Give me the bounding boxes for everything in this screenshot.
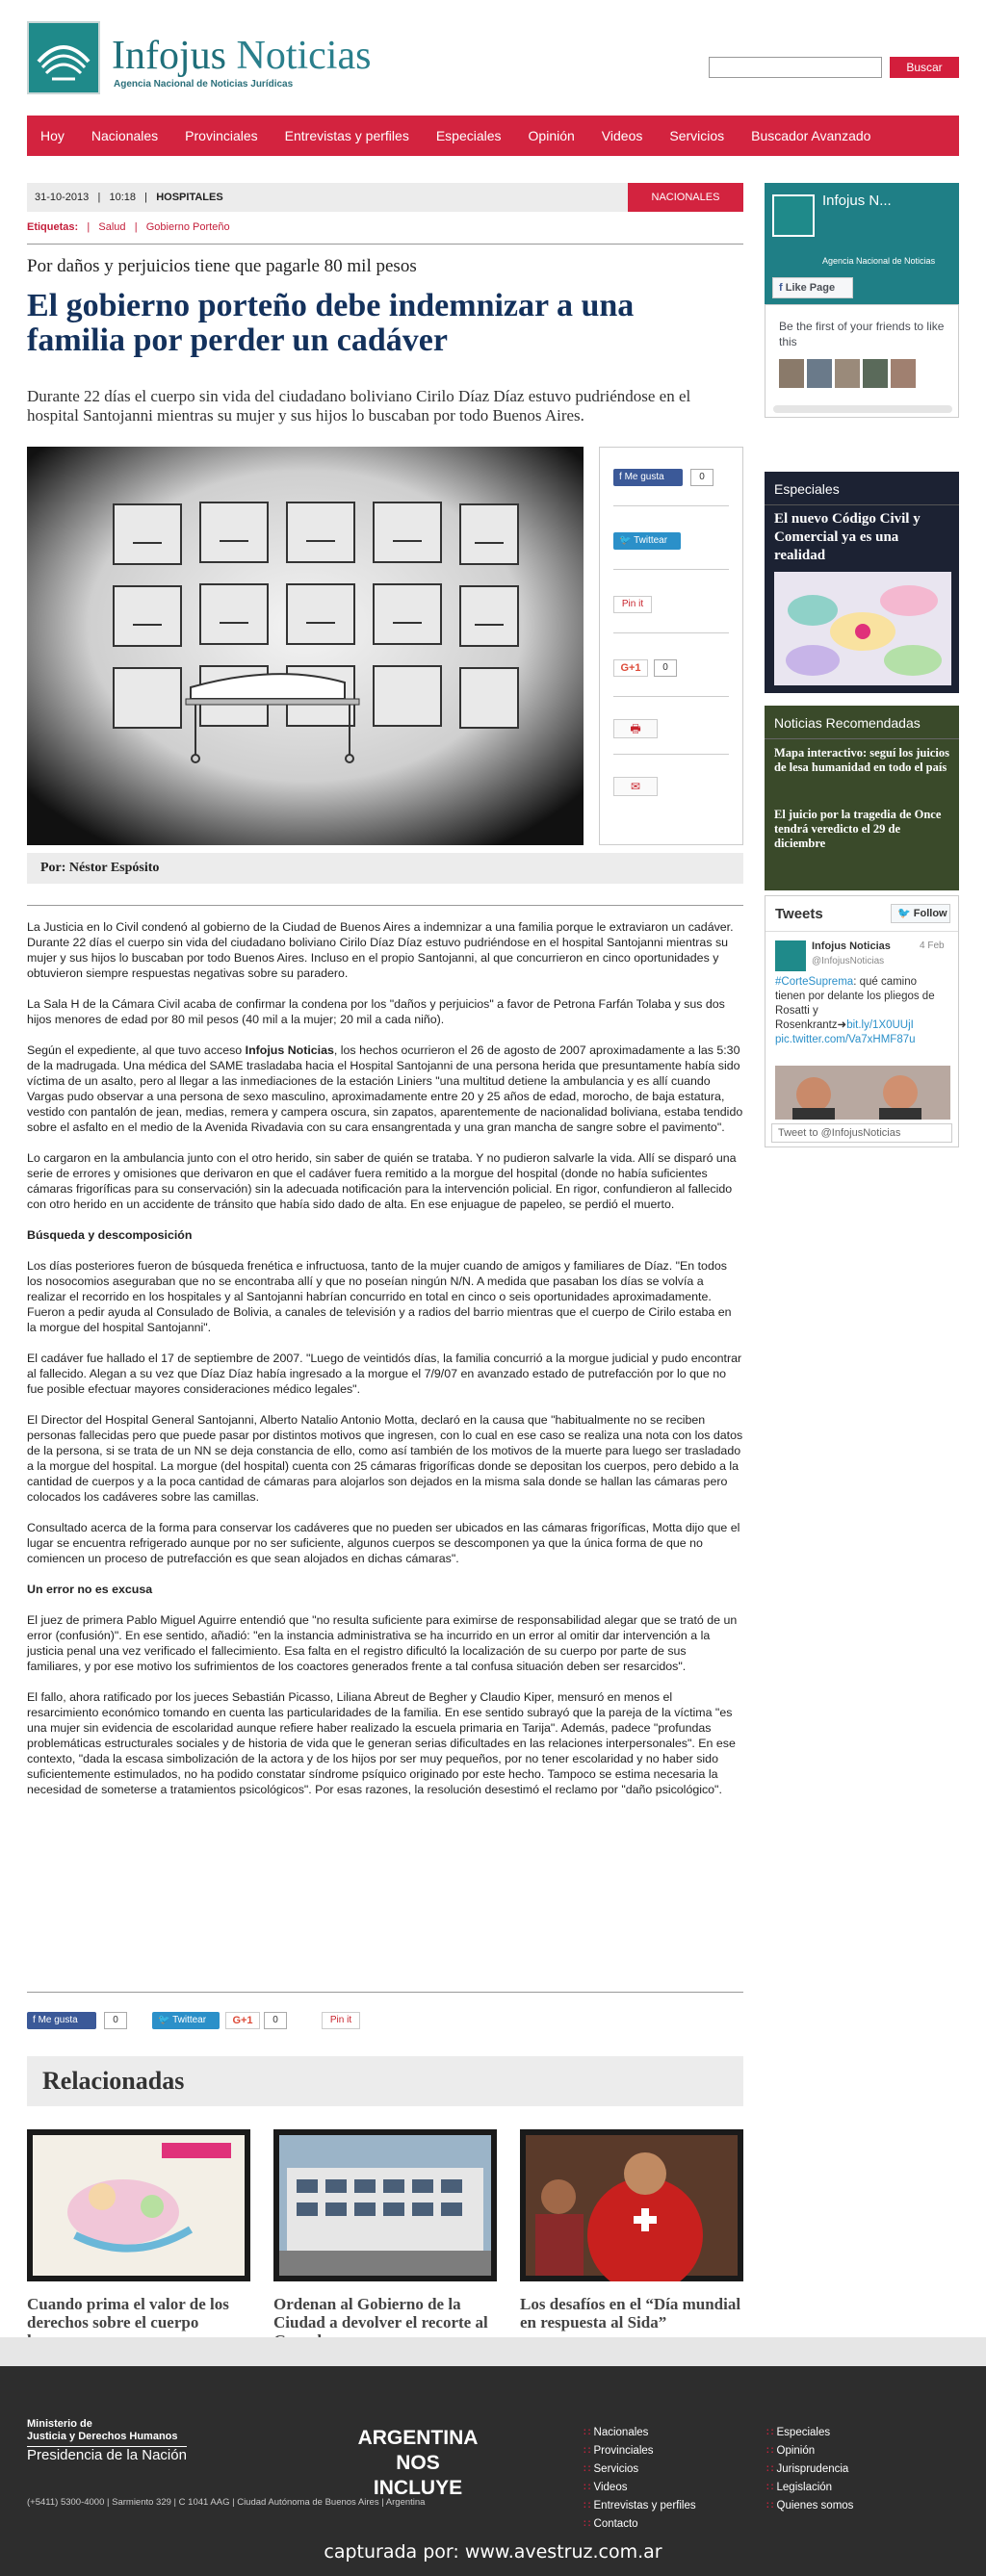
footer-links-col1 [584,2424,696,2534]
tweet-hashtag[interactable]: #CorteSuprema [775,976,854,988]
body-paragraph: El fallo, ahora ratificado por los jueces Sebastián Picasso, Liliana Abreut de Begher y Claudio Kiper, mensuró en menos el resarcimiento económico tomando en cuenta las particularidades de la familia. En ese sentido subrayó que la pareja de la víctima "es una mujer sin evidencia de escolaridad aunque refiere haber realizado la escuela primaria en Tarija". Además, padece "profundas problemáticas estructurales sociales y de historia de vida que le generan serias dificultades en las relaciones interpersonales". En ese contexto, "dada la escasa simbolización de la actora y de los hijos por ser muy pequeños, por no tener escolaridad y no haber sido suficientemente estimulados, no ha podido constatar síndrome psíquico originado por este hecho. Tampoco se estima necesaria la necesidad de someterse a tratamientos psicológicos". Por esas razones, la resolución desestimó el reclamo por "daño psicológico". [27,1690,736,1796]
footer-link[interactable] [766,2424,853,2442]
divider [765,738,959,739]
divider [613,632,729,633]
email-button[interactable] [613,777,658,796]
article-byline: Por: Néstor Espósito [27,853,743,884]
article-section: HOSPITALES [156,192,223,203]
divider [27,1992,743,1993]
footer-link[interactable] [766,2442,853,2460]
twitter-share-row [613,532,729,555]
recommended-label: Noticias Recomendadas [774,715,921,731]
avatar[interactable] [891,359,916,388]
body-bold: Infojus Noticias [245,1043,334,1057]
footer-link[interactable] [584,2424,696,2442]
search-button[interactable]: Buscar [890,57,959,78]
googleplus-button[interactable]: G+1 [613,659,648,677]
divider [613,754,729,755]
nav-item-provinciales[interactable]: Provinciales [185,128,258,143]
divider [613,505,729,506]
tweet-text [775,975,948,1047]
googleplus-count: 0 [654,659,677,677]
googleplus-count: 0 [264,2012,287,2029]
tweet-avatar[interactable] [775,940,806,971]
body-paragraph: El juez de primera Pablo Miguel Aguirre entendió que "no resulta suficiente para eximirse de responsabilidad alegar que se trató de un error (confusión)". En ese sentido, añadió: "en la instancia administrativa se ha incurrido en un error al omitir dar intervención a la justicia penal una vez verificado el fallecimiento. Esa falta en el registro dificultó la localización de su cuerpo por parte de sus familiares, y por ese motivo los sufrimientos de los coactores generados frente a tal confusa situación deben ser resarcidos". [27,1613,738,1673]
bullet-icon: ∷ [766,2427,777,2438]
article-lead: Durante 22 días el cuerpo sin vida del ciudadano boliviano Cirilo Díaz Díaz estuvo pudriéndose en el hospital Santojanni mientras su mujer y sus hijos lo buscaban por todo Buenos Aires. [27,387,691,425]
facebook-share-row [613,469,729,492]
tweet-to-input[interactable]: Tweet to @InfojusNoticias [771,1123,952,1143]
article-meta: 31-10-2013 | 10:18 | HOSPITALES [27,183,743,212]
especiales-image[interactable] [774,572,951,685]
tweets-label: Tweets [775,906,823,922]
nav-item-buscador-avanzado[interactable]: Buscador Avanzado [751,128,871,143]
footer-link[interactable] [766,2479,853,2497]
search-input[interactable] [709,57,882,78]
related-title[interactable]: Ordenan al Gobierno de la Ciudad a devolver el recorte al [273,2295,488,2331]
pinterest-share-row [613,596,729,619]
footer-address: (+5411) 5300-4000 | Sarmiento 329 | C 1041 AAG | Ciudad Autónoma de Buenos Aires | Argentina [27,2497,426,2508]
tweet-image[interactable] [775,1066,950,1120]
footer-link-label: Quienes somos [776,2500,854,2512]
footer-link-label: Entrevistas y perfiles [593,2500,696,2512]
body-paragraph: Consultado acerca de la forma para conservar los cadáveres que no pueden ser ubicados en las cámaras frigoríficas, Motta dijo que el lugar se encuentra refrigerado aunque por no ser suficiente, algunos cuerpos se descomponen ya que la única forma de que no comiencen un proceso de putrefacción es que sean alojados en dichas cámaras". [27,1521,740,1565]
site-header [0,0,986,116]
tweet-link[interactable]: pic.twitter.com/Va7xHMF87u [775,1034,916,1045]
article-kicker: Por daños y perjuicios tiene que pagarle 80 mil pesos [27,256,417,276]
footer-link[interactable] [584,2442,696,2460]
tag-salud[interactable]: Salud [98,221,126,233]
footer-link-label: Provinciales [593,2445,654,2457]
footer-link[interactable] [584,2497,696,2515]
body-paragraph: Los días posteriores fueron de búsqueda frenética e infructuosa, tanto de la mujer cuando de amigos y familiares de Díaz. "En todos los nosocomios aseguraban que no se encontraba allí y que no poseían ningún N/N. A medida que pasaban los días se volvía a realizar el recorrido en los hospitales y al Santojanni habrían concurrido en total en cinco o seis oportunidades aproximadamente. Fueron a pedir ayuda al Consulado de Bolivia, a canales de televisión y a radios del barrio mientras que el cuerpo de Cirilo estaba en la morgue del hospital Santojanni". [27,1259,732,1334]
nav-item-servicios[interactable]: Servicios [669,128,725,143]
twitter-tweet-button[interactable] [613,532,681,550]
fb-friend-avatars [779,359,916,388]
footer-link-label: Servicios [593,2463,639,2475]
article-date: 31-10-2013 [35,192,90,203]
recommended-news-widget [765,706,959,890]
fb-like-label: Me gusta [624,472,664,482]
tweet-user[interactable]: Infojus Noticias [812,940,891,952]
nav-item-hoy[interactable]: Hoy [40,128,65,143]
nav-item-opinión[interactable]: Opinión [528,128,575,143]
article-photo [27,447,584,845]
logo-name: Infojus [112,34,226,78]
article-body [27,919,743,1813]
tweet-date[interactable]: 4 Feb [920,940,945,951]
divider [27,905,743,906]
avatar[interactable] [807,359,832,388]
related-thumbnail[interactable] [520,2129,743,2281]
main-nav [27,116,959,156]
facebook-icon: f [619,472,625,482]
tweet-label: Twittear [634,535,668,546]
tweet-link[interactable]: bit.ly/1X0UUjI [846,1019,914,1031]
twitter-icon: 🐦 [158,2015,170,2025]
facebook-like-count: 0 [104,2012,127,2029]
fb-friends-text: Be the first of your friends to like this [779,320,945,348]
tweet-body: : qué camino tienen por delante los pliegos de Rosatti y Rosenkrantz➜ [775,976,935,1031]
like-page-button[interactable] [772,277,853,298]
facebook-page-widget[interactable] [765,183,959,304]
divider [613,569,729,570]
ministry-line2: Justicia y Derechos Humanos [27,2431,178,2442]
page-avatar [772,194,815,237]
body-paragraph: La Justicia en lo Civil condenó al gobierno de la Ciudad de Buenos Aires a indemnizar a una familia porque le extraviaron un cadáver. Durante 22 días el cuerpo sin vida del ciudadano boliviano Cirilo Díaz Díaz estuvo pudriéndose en el hospital Santojanni mientras su mujer y sus hijos lo buscaban por todo Buenos Aires. Incluso en el propio Santojanni, al que concurrieron en cinco oportunidades y obtuvieron siempre respuestas negativas sobre su paradero. [27,920,734,980]
facebook-icon: f [33,2015,39,2025]
footer-link[interactable] [766,2460,853,2479]
especiales-title[interactable]: El nuevo Código Civil y Comercial ya es una realidad [774,511,921,563]
especiales-widget[interactable] [765,472,959,693]
share-box [599,447,743,845]
bullet-icon: ∷ [766,2445,777,2457]
nav-item-nacionales[interactable]: Nacionales [91,128,159,143]
logo-subtitle: Agencia Nacional de Noticias Jurídicas [114,79,294,90]
fb-like-label: Me gusta [38,2015,78,2025]
divider [765,504,959,505]
divider [765,931,958,932]
avatar[interactable] [863,359,888,388]
bullet-icon: ∷ [766,2463,777,2475]
footer-link-label: Jurisprudencia [776,2463,849,2475]
logo-emblem-icon [27,21,100,94]
article-time: 10:18 [109,192,137,203]
ministry-line1: Ministerio de [27,2418,92,2430]
googleplus-share-row [613,659,729,683]
twitter-tweet-button[interactable] [152,2012,220,2029]
twitter-timeline-widget [765,895,959,1147]
nav-item-entrevistas-y-perfiles[interactable]: Entrevistas y perfiles [284,128,409,143]
pinterest-pin-button[interactable]: Pin it [322,2012,360,2029]
footer-link-label: Nacionales [593,2427,649,2438]
footer-band [0,2337,986,2366]
bullet-icon: ∷ [584,2482,594,2493]
capture-credit: capturada por: www.avestruz.com.ar [324,2541,662,2563]
related-title[interactable]: Los desafíos en el “Día mundial en respuesta al Sida” [520,2295,741,2331]
bullet-icon: ∷ [584,2427,594,2438]
tags-row: Etiquetas: | Salud | Gobierno Porteño [27,221,230,233]
body-paragraph: El cadáver fue hallado el 17 de septiembre de 2007. "Luego de veintidós días, la familia concurrió a la morgue judicial y pudo encontrar al fallecido. Alegan a su vez que Díaz Díaz había ingresado a la morgue el 7/9/07 en avanzado estado de putrefacción por lo que no fue posible efectuar mayores consideraciones médico legales". [27,1352,742,1396]
footer-links-col2 [766,2424,853,2515]
facebook-friends-box [765,304,959,418]
footer-link[interactable] [584,2479,696,2497]
page-name[interactable]: Infojus N... [822,193,892,209]
footer-link-label: Opinión [776,2445,816,2457]
like-page-label: Like Page [785,282,836,294]
related-thumbnail[interactable] [273,2129,497,2281]
facebook-like-button[interactable] [27,2012,96,2029]
body-text: , los hechos ocurrieron el 26 de agosto de 2007 aproximadamente a las 5:30 de la madrugada. Una médica del SAME trasladaba hacia el Hospital Santojanni de una persona herida que presuntamente había sido víctima de un asalto, pero al llegar a las inmediaciones de la estación Liniers "una multitud detiene la ambulancia y es allí cuando Vargas pudo observar a una persona de sexo masculino, aproximadamente entre 20 y 25 años de edad, morocho, de baja estatura, vestido con pantalón de jean, medias, remera y campera oscura, sin zapatos, aparentemente de nacionalidad boliviana, estaba tendido sobre el asfalto en el medio de la Avenida Rivadavia con su cara ensangrentada y una gran mancha de sangre sobre el pavimento". [27,1043,743,1134]
print-button[interactable] [613,719,658,738]
nav-item-videos[interactable]: Videos [601,128,643,143]
body-paragraph: Lo cargaron en la ambulancia junto con el otro herido, sin saber de quién se trataba. Y no pudieron salvarle la vida. Allí se disparó una serie de errores y omisiones que derivaron en que el cadáver fuera remitido a la morgue del hospital (donde no había suficientes cámaras frigoríficas para su conservación) sin la adecuada notificación para la intervención policial. En rigor, confundieron al fallecido con otro herido en un accidente de tránsito que había sido dado de alta. En ese enjuague de papeleo, se perdió el muerto. [27,1151,737,1211]
related-heading: Relacionadas [27,2056,743,2106]
page-subtitle: Agencia Nacional de Noticias [822,256,936,266]
bullet-icon: ∷ [766,2500,777,2512]
body-subheading: Búsqueda y descomposición [27,1228,193,1242]
argentina-line2: NOS INCLUYE [373,2452,463,2499]
twitter-follow-button[interactable] [891,904,950,923]
related-title[interactable]: Cuando prima el valor de los derechos sobre el cuerpo [27,2295,229,2331]
body-text: Según el expediente, al que tuvo acceso [27,1043,246,1057]
footer-link-label: Videos [593,2482,628,2493]
scrollbar[interactable] [773,405,952,413]
related-thumbnail[interactable] [27,2129,250,2281]
bullet-icon: ∷ [766,2482,777,2493]
twitter-icon: 🐦 [619,535,632,546]
divider [27,244,743,245]
tweet-handle[interactable]: @InfojusNoticias [812,956,885,966]
site-logo[interactable] [27,21,393,98]
email-row [613,777,729,800]
ministry-logo[interactable] [27,2418,187,2461]
nav-item-especiales[interactable]: Especiales [435,128,502,143]
tag-gobierno-porteno[interactable]: Gobierno Porteño [145,221,230,233]
avatar[interactable] [779,359,804,388]
recommended-item[interactable]: Mapa interactivo: seguí los juicios de lesa humanidad en todo el país [774,746,949,774]
especiales-label: Especiales [774,481,840,497]
footer-link[interactable] [766,2497,853,2515]
logo-name-2: Noticias [236,34,372,78]
print-row [613,719,729,742]
recommended-item[interactable]: El juicio por la tragedia de Once tendrá veredicto el 29 de diciembre [774,808,942,850]
avatar[interactable] [835,359,860,388]
envelope-icon: ✉ [630,780,641,793]
pinterest-pin-button[interactable]: Pin it [613,596,652,613]
presidency-label: Presidencia de la Nación [27,2447,187,2463]
printer-icon: 🖶 [630,722,641,735]
body-paragraph: El Director del Hospital General Santojanni, Alberto Natalio Antonio Motta, declaró en la causa que "habitualmente no se reciben personas fallecidas pero que puede pasar por distintos motivos que ingresen, con lo cual en ese caso se realiza una nota con los datos de la persona, si se trata de un NN se deja constancia de ello, como así también de los motivos de la muerte para luego ser trasladado a la morgue del hospital. La morgue (del hospital) cuenta con 25 cámaras frigoríficas donde se depositan los cuerpos, pero debido a la cantidad de cuerpos y a la poca cantidad de cámaras para alojarlos son dejados en la misma sala donde se hallan las cámaras pero colocados los cadáveres sobre las camillas. [27,1413,743,1504]
body-paragraph: La Sala H de la Cámara Civil acaba de confirmar la condena por los "daños y perjuicios" a favor de Petrona Farfán Tolaba y sus dos hijos menores de edad por 80 mil pesos (40 mil a la mujer; 20 mil a cada niño). [27,997,725,1026]
footer-link-label: Especiales [776,2427,831,2438]
bullet-icon: ∷ [584,2463,594,2475]
body-paragraph [27,1043,743,1135]
follow-label: Follow [913,908,947,919]
logo-wordmark [112,33,371,79]
bullet-icon: ∷ [584,2518,594,2530]
bullet-icon: ∷ [584,2500,594,2512]
googleplus-button[interactable]: G+1 [225,2012,260,2029]
section-badge[interactable]: NACIONALES [628,183,743,212]
footer-link-label: Contacto [593,2518,638,2530]
twitter-icon: 🐦 [897,908,911,919]
site-footer [0,2337,986,2576]
argentina-line1: ARGENTINA [357,2427,479,2449]
facebook-icon: f [779,282,786,294]
divider [613,696,729,697]
footer-link-label: Legislación [776,2482,833,2493]
facebook-like-count: 0 [690,469,714,486]
body-subheading: Un error no es excusa [27,1583,153,1596]
argentina-logo [350,2426,485,2501]
footer-link[interactable] [584,2460,696,2479]
tags-label: Etiquetas: [27,221,79,233]
article-headline: El gobierno porteño debe indemnizar a una familia por perder un cadáver [27,288,635,358]
footer-link[interactable] [584,2515,696,2534]
bullet-icon: ∷ [584,2445,594,2457]
tweet-label: Twittear [172,2015,207,2025]
facebook-like-button[interactable] [613,469,683,486]
